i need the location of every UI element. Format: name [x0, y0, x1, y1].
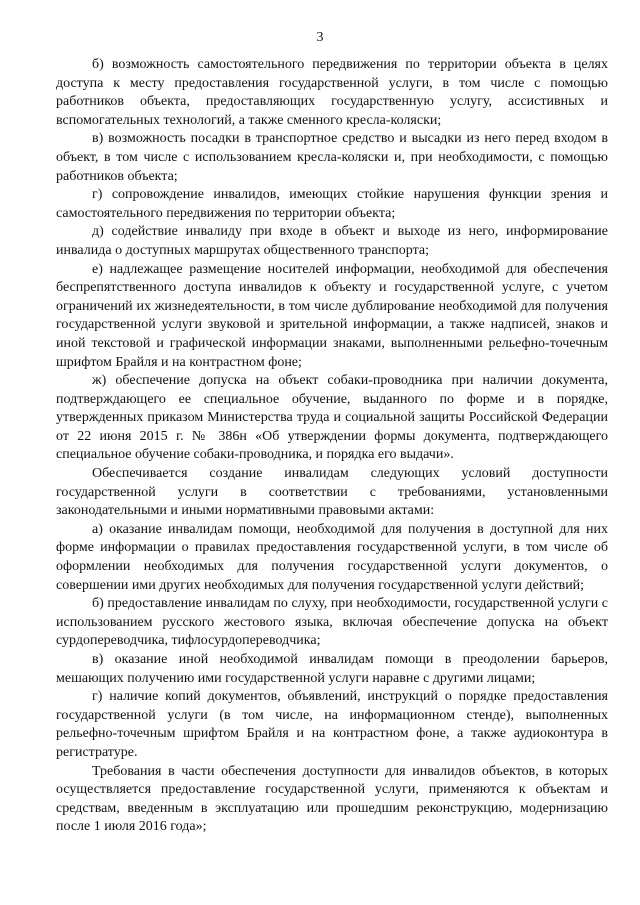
- paragraph: Обеспечивается создание инвалидам следующих условий доступности государственной услуги в соответствии с требованиями, установленными законодательными и иными нормативными правовыми актами:: [56, 466, 608, 519]
- paragraph: г) наличие копий документов, объявлений, инструкций о порядке предоставления государственной услуги (в том числе, на информационном стенде), выполненных рельефно-точечным шрифтом Брайля и на контрастном фоне, а также аудиоконтура в регистратуре.: [56, 689, 608, 760]
- paragraph: б) возможность самостоятельного передвижения по территории объекта в целях доступа к месту предоставления государственной услуги, в том числе с помощью работников объекта, предоставляющих государственную услугу, ассистивных и вспомогательных технологий, а также сменного кресла-коляски;: [56, 57, 608, 128]
- paragraph: Требования в части обеспечения доступности для инвалидов объектов, в которых осуществляется предоставление государственной услуги, применяются к объектам и средствам, введенным в эксплуатацию или прошедшим реконструкцию, модернизацию после 1 июля 2016 года»;: [56, 763, 608, 835]
- paragraph: а) оказание инвалидам помощи, необходимой для получения в доступной для них форме информации о правилах предоставления государственной услуги, в том числе об оформлении необходимых для получения государственной услуги документов, о совершении ими других необходимых для получения государственной услуги действий;: [56, 521, 608, 593]
- document-body: [56, 56, 608, 837]
- paragraph: в) оказание иной необходимой инвалидам помощи в преодолении барьеров, мешающих получению ими государственной услуги наравне с другими лицами;: [56, 652, 608, 686]
- paragraph: д) содействие инвалиду при входе в объект и выходе из него, информирование инвалида о доступных маршрутах общественного транспорта;: [56, 224, 608, 258]
- paragraph: е) надлежащее размещение носителей информации, необходимой для обеспечения беспрепятственного доступа инвалидов к объекту и государственной услуге, с учетом ограничений их жизнедеятельности, в том числе дублирование необходимой для получения государственной услуги звуковой и зрительной информации, а также надписей, знаков и иной текстовой и графической информации знаками, выполненными рельефно-точечным шрифтом Брайля и на контрастном фоне;: [56, 261, 608, 370]
- paragraph: б) предоставление инвалидам по слуху, при необходимости, государственной услуги с использованием русского жестового языка, включая обеспечение допуска на объект сурдопереводчика, тифлосурдопереводчика;: [56, 596, 608, 649]
- paragraph: в) возможность посадки в транспортное средство и высадки из него перед входом в объект, в том числе с использованием кресла-коляски и, при необходимости, с помощью работников объекта;: [56, 131, 608, 184]
- page-number: 3: [316, 30, 324, 45]
- paragraph: г) сопровождение инвалидов, имеющих стойкие нарушения функции зрения и самостоятельного передвижения по территории объекта;: [56, 187, 608, 221]
- paragraph: ж) обеспечение допуска на объект собаки-проводника при наличии документа, подтверждающего ее специальное обучение, выданного по форме и в порядке, утвержденных приказом Министерства труда и социальной защиты Российской Федерации от 22 июня 2015 г. № 386н «Об утверждении формы документа, подтверждающего специальное обучение собаки-проводника, и порядка его выдачи».: [56, 373, 608, 463]
